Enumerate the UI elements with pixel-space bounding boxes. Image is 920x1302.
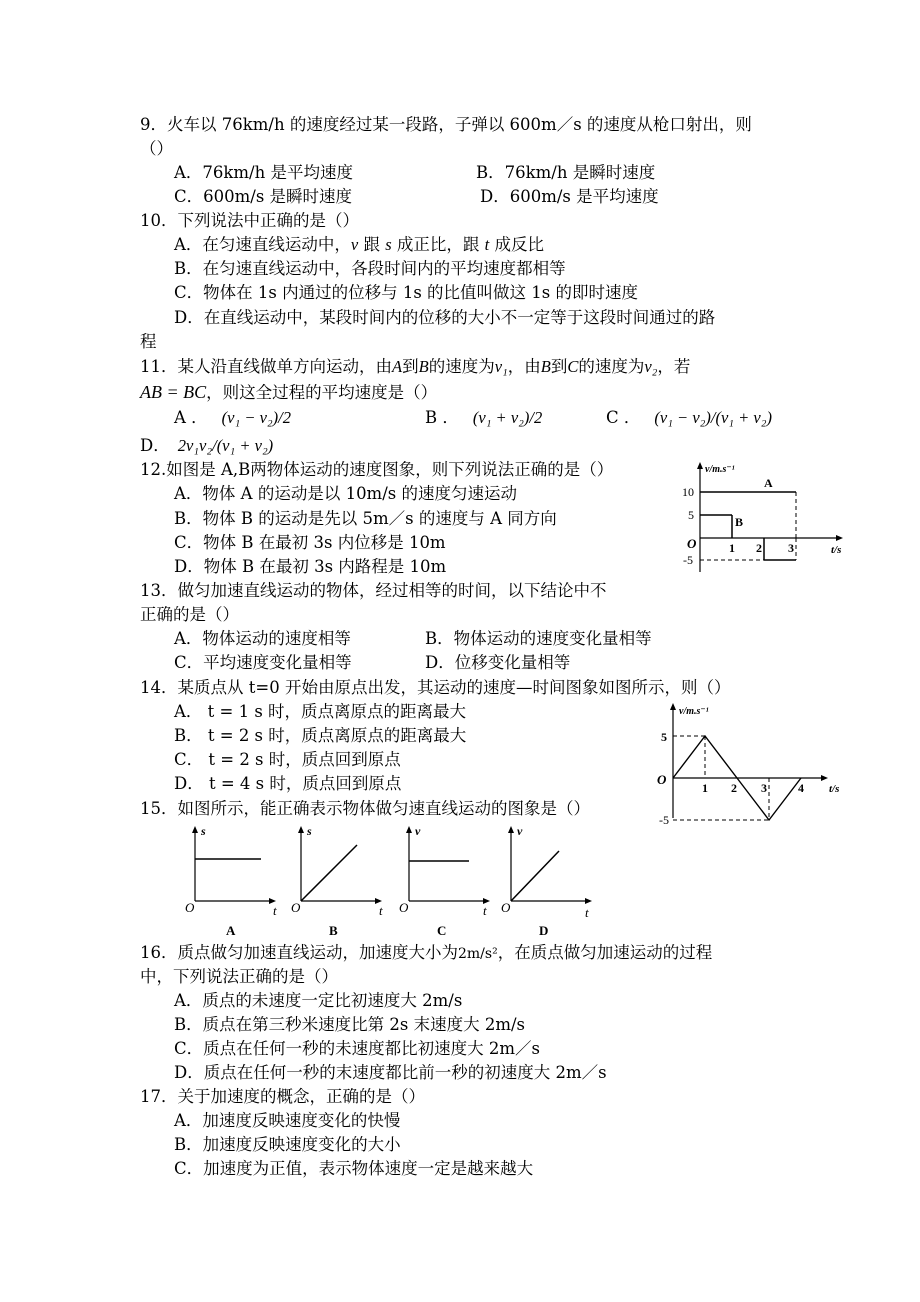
q16-option-d: D．质点在任何一秒的末速度都比前一秒的初速度大 2m／s bbox=[174, 1063, 607, 1082]
q14-vt-graph bbox=[655, 700, 855, 830]
q15d-x-arrow bbox=[585, 898, 592, 904]
q11-cond: AB = BC bbox=[140, 382, 207, 402]
q15d-origin: O bbox=[501, 900, 511, 915]
q12-x1: 1 bbox=[729, 541, 735, 555]
q15a-xlabel: t bbox=[273, 903, 277, 918]
q10-option-d-line1: D．在直线运动中，某段时间内的位移的大小不一定等于这段时间通过的路 bbox=[174, 308, 716, 327]
q9-stem: 9．火车以 76km/h 的速度经过某一段路，子弹以 600m／s 的速度从枪口射出，则 bbox=[140, 115, 752, 134]
q16-option-c: C．质点在任何一秒的未速度都比初速度大 2m／s bbox=[174, 1039, 540, 1058]
q9-option-a: A．76km/h 是平均速度 bbox=[174, 163, 353, 182]
q10-option-c: C．物体在 1s 内通过的位移与 1s 的比值叫做这 1s 的即时速度 bbox=[174, 283, 638, 302]
q10-stem: 10．下列说法中正确的是（） bbox=[140, 211, 359, 230]
q11-point-a: A bbox=[392, 357, 403, 376]
q14-ylabel: v/m.s⁻¹ bbox=[679, 706, 709, 717]
q12-x3: 3 bbox=[788, 541, 794, 555]
q17-stem: 17．关于加速度的概念，正确的是（） bbox=[140, 1087, 425, 1106]
q15c-xlabel: t bbox=[483, 903, 487, 918]
q13-stem-line1: 13．做匀加速直线运动的物体，经过相等的时间，以下结论中不 bbox=[140, 581, 607, 600]
q15a-y-arrow bbox=[192, 826, 198, 833]
q10-a-mid2: 成正比，跟 bbox=[391, 235, 485, 254]
q10-a-s: s bbox=[385, 235, 392, 254]
q15d-label: D bbox=[539, 923, 549, 938]
q16-option-b: B．质点在第三秒米速度比第 2s 末速度大 2m/s bbox=[174, 1015, 525, 1034]
q10-option-b: B．在匀速直线运动中，各段时间内的平均速度都相等 bbox=[174, 259, 566, 278]
q14-yneg5: -5 bbox=[659, 813, 669, 827]
q11-sp1: 的速度为 bbox=[428, 357, 495, 376]
q14-option-c: C． t = 2 s 时，质点回到原点 bbox=[174, 750, 401, 769]
q11-v2: v₂ bbox=[644, 357, 658, 376]
q11-b-label: B ． bbox=[425, 408, 459, 427]
q14-x1: 1 bbox=[702, 781, 708, 795]
q12-y10: 10 bbox=[682, 485, 694, 499]
q11-point-b2: B bbox=[540, 357, 551, 376]
q14-x3: 3 bbox=[761, 781, 767, 795]
q16-stem-line1 bbox=[140, 942, 712, 965]
q11-sp2: 的速度为 bbox=[578, 357, 645, 376]
q12-vt-graph bbox=[680, 460, 850, 588]
q11-c-label: C ． bbox=[606, 408, 641, 427]
q15d-ylabel: v bbox=[517, 824, 523, 838]
q11-c-expr: (v₁ − v₂)/(v₁ + v₂) bbox=[654, 408, 772, 427]
q12-option-d: D．物体 B 在最初 3s 内路程是 10m bbox=[174, 557, 447, 576]
q11-v1: v₁ bbox=[494, 357, 508, 376]
q14-stem: 14．某质点从 t=0 开始由原点出发，其运动的速度—时间图象如图所示，则（） bbox=[140, 678, 731, 697]
q15c-origin: O bbox=[399, 900, 409, 915]
q15d-xlabel: t bbox=[585, 905, 589, 920]
q15d-line bbox=[511, 851, 559, 901]
q14-xlabel: t/s bbox=[829, 783, 840, 795]
q12-ylabel: v/m.s⁻¹ bbox=[705, 464, 735, 475]
q11-condition bbox=[140, 381, 437, 404]
q15c-y-arrow bbox=[406, 826, 412, 833]
q12-x2: 2 bbox=[756, 541, 762, 555]
q15b-y-arrow bbox=[298, 826, 304, 833]
q11-cond-end: ，则这全过程的平均速度是（） bbox=[206, 383, 438, 402]
q11-d-expr: 2v₁v₂/(v₁ + v₂) bbox=[177, 436, 274, 455]
q15c-ylabel: v bbox=[415, 824, 421, 838]
q16-accel: 2m/s² bbox=[458, 946, 498, 962]
q9-option-b: B．76km/h 是瞬时速度 bbox=[476, 163, 656, 182]
q12-label-b: B bbox=[735, 515, 744, 529]
q10-a-mid1: 跟 bbox=[358, 235, 386, 254]
q15b-line bbox=[301, 845, 357, 901]
q10-a-end: 成反比 bbox=[489, 235, 545, 254]
q13-option-b: B．物体运动的速度变化量相等 bbox=[425, 629, 652, 648]
q11-stem-pre: 11．某人沿直线做单方向运动，由 bbox=[140, 357, 392, 376]
q11-to1: 到 bbox=[402, 357, 419, 376]
q11-option-b bbox=[425, 407, 542, 429]
q13-option-a: A．物体运动的速度相等 bbox=[174, 629, 351, 648]
q11-option-d bbox=[140, 435, 273, 457]
q11-point-c: C bbox=[567, 357, 579, 376]
q10-option-a bbox=[174, 234, 544, 256]
q15a-origin: O bbox=[185, 900, 195, 915]
q14-x4: 4 bbox=[798, 781, 804, 795]
q15d-y-arrow bbox=[508, 826, 514, 833]
q15a-label: A bbox=[226, 923, 236, 938]
q11-mid: ，由 bbox=[507, 357, 541, 376]
q11-point-b: B bbox=[418, 357, 429, 376]
q16-option-a: A．质点的未速度一定比初速度大 2m/s bbox=[174, 991, 463, 1010]
q10-a-t: t bbox=[484, 235, 490, 254]
q15-graph-b bbox=[289, 823, 384, 938]
q11-stem bbox=[140, 356, 690, 378]
q14-option-a: A． t = 1 s 时，质点离原点的距离最大 bbox=[174, 702, 467, 721]
q9-option-d: D．600m/s 是平均速度 bbox=[480, 187, 659, 206]
q11-to2: 到 bbox=[550, 357, 568, 376]
q14-option-d: D． t = 4 s 时，质点回到原点 bbox=[174, 774, 402, 793]
q15-graph-a bbox=[183, 823, 278, 938]
q12-origin: O bbox=[687, 536, 697, 551]
q12-yneg5: -5 bbox=[683, 553, 693, 567]
q15-stem: 15．如图所示，能正确表示物体做匀速直线运动的图象是（） bbox=[140, 799, 590, 818]
q15-graph-d bbox=[499, 823, 599, 938]
q15b-origin: O bbox=[291, 900, 301, 915]
q9-option-c: C．600m/s 是瞬时速度 bbox=[174, 187, 353, 206]
q16-stem-line2: 中，下列说法正确的是（） bbox=[140, 967, 338, 986]
q12-y5: 5 bbox=[688, 508, 694, 522]
q14-option-b: B． t = 2 s 时，质点离原点的距离最大 bbox=[174, 726, 467, 745]
q14-y-arrow bbox=[670, 703, 676, 710]
q12-xlabel: t/s bbox=[831, 544, 842, 556]
q15a-ylabel: s bbox=[201, 824, 206, 838]
q11-ruo: ，若 bbox=[657, 357, 691, 376]
q10-option-d-line2: 程 bbox=[140, 332, 157, 351]
q11-d-label: D． bbox=[140, 436, 170, 455]
q12-label-a: A bbox=[764, 476, 773, 490]
q17-option-c: C．加速度为正值，表示物体速度一定是越来越大 bbox=[174, 1159, 534, 1178]
q11-b-expr: (v₁ + v₂)/2 bbox=[472, 408, 543, 427]
q15b-xlabel: t bbox=[379, 903, 383, 918]
q13-option-d: D．位移变化量相等 bbox=[425, 653, 571, 672]
q12-option-a: A．物体 A 的运动是以 10m/s 的速度匀速运动 bbox=[174, 484, 517, 503]
q15b-ylabel: s bbox=[307, 824, 312, 838]
q14-y5: 5 bbox=[661, 730, 667, 744]
q15c-label: C bbox=[437, 923, 447, 938]
q16-stem-post: ，在质点做匀加速运动的过程 bbox=[497, 943, 713, 962]
q13-stem-line2: 正确的是（） bbox=[140, 605, 239, 624]
q13-option-c: C．平均速度变化量相等 bbox=[174, 653, 352, 672]
q14-x-arrow bbox=[821, 775, 828, 781]
q11-option-a bbox=[174, 407, 291, 429]
q16-stem-pre: 16．质点做匀加速直线运动，加速度大小为 bbox=[140, 943, 458, 962]
q12-x-arrow bbox=[836, 535, 843, 541]
q12-y-arrow bbox=[697, 462, 703, 469]
q10-a-pre: A．在匀速直线运动中， bbox=[174, 235, 351, 254]
q15-graph-c bbox=[397, 823, 492, 938]
q12-option-b: B．物体 B 的运动是先以 5m／s 的速度与 A 同方向 bbox=[174, 509, 557, 528]
q14-origin: O bbox=[657, 772, 667, 787]
q12-option-c: C．物体 B 在最初 3s 内位移是 10m bbox=[174, 533, 446, 552]
q17-option-a: A．加速度反映速度变化的快慢 bbox=[174, 1111, 401, 1130]
q14-x2: 2 bbox=[731, 781, 737, 795]
q17-option-b: B．加速度反映速度变化的大小 bbox=[174, 1135, 401, 1154]
q11-a-expr: (v₁ − v₂)/2 bbox=[221, 408, 291, 427]
q9-paren: （） bbox=[140, 139, 173, 158]
q12-stem: 12.如图是 A,B两物体运动的速度图象，则下列说法正确的是（） bbox=[140, 460, 614, 479]
q15b-label: B bbox=[329, 923, 338, 938]
q11-option-c bbox=[606, 407, 772, 429]
q10-a-v: v bbox=[350, 235, 359, 254]
q11-a-label: A ． bbox=[174, 408, 208, 427]
